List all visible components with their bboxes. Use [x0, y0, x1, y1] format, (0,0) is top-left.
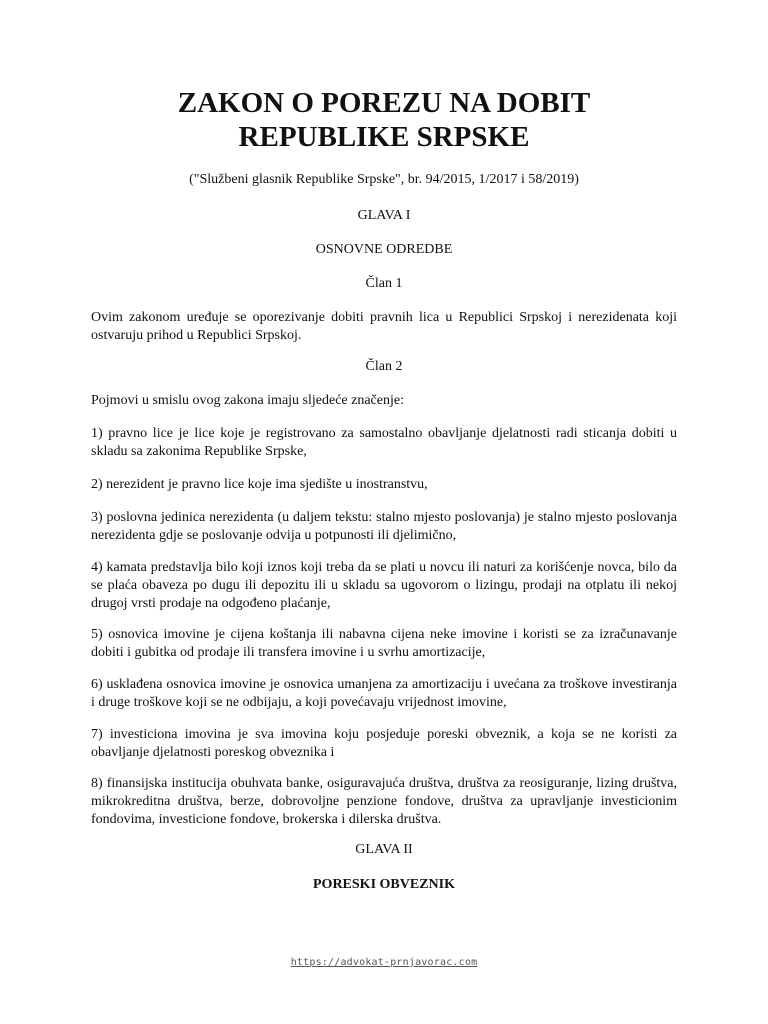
definition-item-5: 5) osnovica imovine je cijena koštanja ili nabavna cijena neke imovine i koristi se za izračunavanje dobiti i gubitka od prodaje ili transfera imovine i u svrhu amortizacije, — [91, 627, 677, 660]
chapter-2-heading: GLAVA II — [355, 842, 413, 857]
article-2-intro: Pojmovi u smislu ovog zakona imaju sljedeće značenje: — [91, 393, 404, 408]
definition-item-6: 6) usklađena osnovica imovine je osnovica umanjena za amortizaciju i uvećana za troškove investiranja i druge troškove koji se ne odbijaju, a koji povećavaju vrijednost imovine, — [91, 677, 677, 710]
definition-item-3: 3) poslovna jedinica nerezidenta (u daljem tekstu: stalno mjesto poslovanja) je stalno mjesto poslovanja nerezidenta gdje se poslovanje odvija u potpunosti ili djelimično, — [91, 510, 677, 543]
definition-item-7: 7) investiciona imovina je sva imovina koju posjeduje poreski obveznik, a koja se ne koristi za obavljanje djelatnosti poreskog obveznika i — [91, 727, 677, 760]
chapter-2-subheading: PORESKI OBVEZNIK — [313, 877, 455, 892]
chapter-1-subheading: OSNOVNE ODREDBE — [315, 242, 453, 257]
article-2-heading: Član 2 — [365, 359, 403, 374]
gazette-reference: ("Službeni glasnik Republike Srpske", br. 94/2015, 1/2017 i 58/2019) — [189, 172, 579, 187]
document-title — [0, 86, 768, 154]
title-line-2: REPUBLIKE SRPSKE — [238, 121, 530, 153]
footer-website-link[interactable]: https://advokat-prnjavorac.com — [290, 957, 478, 968]
definition-item-1: 1) pravno lice je lice koje je registrovano za samostalno obavljanje djelatnosti radi sticanja dobiti u skladu sa zakonima Republike Srpske, — [91, 426, 677, 459]
title-line-1: ZAKON O POREZU NA DOBIT — [177, 87, 591, 119]
chapter-1-heading: GLAVA I — [357, 208, 411, 223]
article-1-text: Ovim zakonom uređuje se oporezivanje dobiti pravnih lica u Republici Srpskoj i nerezidenata koji ostvaruju prihod u Republici Srpskoj. — [91, 310, 677, 343]
definition-item-4: 4) kamata predstavlja bilo koji iznos koji treba da se plati u novcu ili naturi za korišćenje novca, bilo da se plaća obaveza po dugu ili depozitu ili u skladu sa ugovorom o lizingu, prodaji na otplatu ili nekoj drugoj vrsti prodaje na odgođeno plaćanje, — [91, 560, 677, 611]
definition-item-2: 2) nerezident je pravno lice koje ima sjedište u inostranstvu, — [91, 477, 428, 492]
article-1-heading: Član 1 — [365, 276, 403, 291]
definition-item-8: 8) finansijska institucija obuhvata banke, osiguravajuća društva, društva za reosiguranje, lizing društva, mikrokreditna društva, berze, dobrovoljne penzione fondove, društva za upravljanje investicionim fondovima, investicione fondove, brokerska i dilerska društva. — [91, 776, 677, 827]
